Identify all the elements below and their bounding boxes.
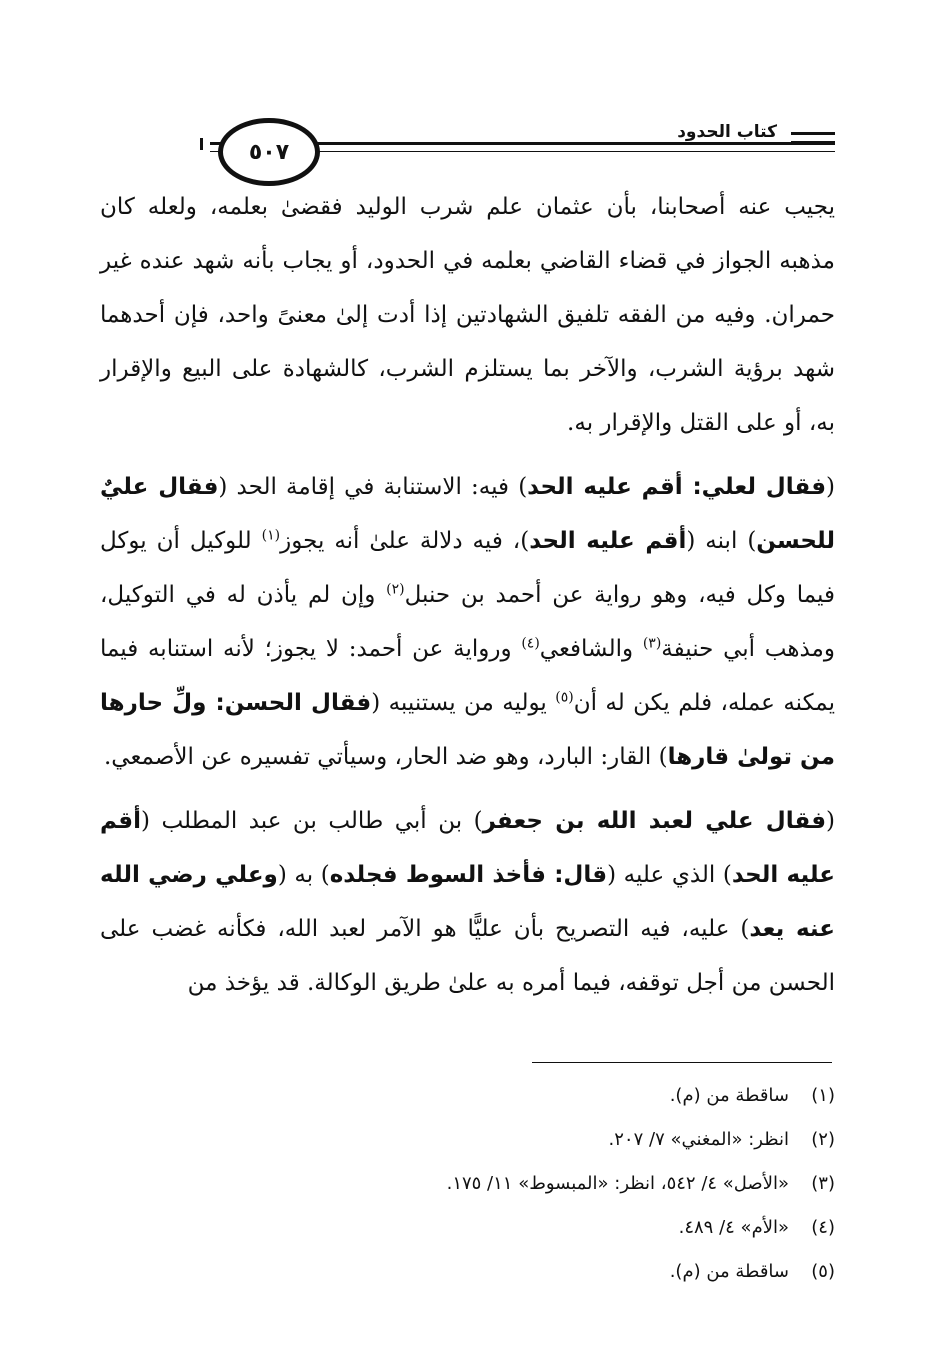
footnote-number: (٢): [811, 1129, 835, 1150]
text-run: يجيب عنه أصحابنا، بأن عثمان علم شرب الوليد فقضىٰ بعلمه، ولعله كان مذهبه الجواز في قضاء القاضي بعلمه في الحدود، أو يجاب بأنه شهد عنده غير حمران. وفيه من الفقه تلفيق الشهادتين إذا أدت إلىٰ معنىً واحد، فإن أحدهما شهد برؤية الشرب، والآخر بما يستلزم الشرب، كالشهادة على البيع والإقرار به، أو على القتل والإقرار به.: [100, 194, 835, 436]
text-run: ) القار: البارد، وهو ضد الحار، وسيأتي تفسيره عن الأصمعي.: [103, 744, 668, 770]
footnote-number: (١): [811, 1085, 835, 1106]
footnote-ref: (٥): [555, 689, 574, 706]
main-text: [100, 180, 835, 1010]
footnote-separator: [532, 1062, 832, 1063]
text-run: يوليه من يستنيبه (: [371, 690, 556, 716]
bold-quote: قال: فأخذ السوط فجلده: [329, 862, 608, 888]
text-run: (: [826, 474, 835, 500]
footnote-number: (٤): [811, 1217, 835, 1238]
footnote-text: ساقطة من (م).: [669, 1261, 789, 1282]
footnote-ref: (٤): [521, 635, 540, 652]
footnote-ref: (٣): [642, 635, 662, 652]
bold-quote: فقال علي لعبد الله بن جعفر: [482, 808, 827, 834]
text-run: ) فيه: الاستنابة في إقامة الحد (: [218, 474, 528, 500]
footnote-text: «الأم» ٤/ ٤٨٩.: [678, 1217, 789, 1238]
text-run: للوكيل أن يوكل فيما وكل فيه، وهو رواية عن أحمد بن حنبل: [100, 528, 835, 608]
page-header: [100, 110, 835, 180]
bold-quote: فقال الحسن: ولِّ حارها من تولىٰ قارها: [100, 690, 835, 770]
text-run: ) بن أبي طالب بن عبد المطلب (: [140, 808, 483, 834]
page-number: ٥٠٧: [218, 118, 320, 186]
footnote-text: انظر: «المغني» ٧/ ٢٠٧.: [608, 1129, 789, 1150]
text-run: ) ابنه (: [686, 528, 757, 554]
paragraph-2: [100, 460, 835, 784]
footnote-text: «الأصل» ٤/ ٥٤٢، انظر: «المبسوط» ١١/ ١٧٥.: [446, 1173, 789, 1194]
footnote-item: [100, 1206, 835, 1250]
running-title: كتاب الحدود: [669, 122, 785, 142]
paragraph-1: [100, 180, 835, 450]
footnote-item: [100, 1074, 835, 1118]
footnote-number: (٣): [811, 1173, 835, 1194]
footnote-text: ساقطة من (م).: [669, 1085, 789, 1106]
bold-quote: أقم عليه الحد: [529, 528, 687, 554]
footnote-ref: (١): [261, 527, 281, 544]
text-run: )، فيه دلالة علىٰ أنه يجوز: [280, 528, 530, 554]
text-run: والشافعي: [539, 636, 643, 662]
text-run: ) الذي عليه (: [607, 862, 732, 888]
paragraph-3: [100, 794, 835, 1010]
text-run: ) به (: [277, 862, 330, 888]
footnote-item: [100, 1118, 835, 1162]
text-run: (: [826, 808, 835, 834]
bold-quote: فقال عليٌ للحسن: [100, 474, 835, 554]
text-run: وإن لم يأذن له في التوكيل، ومذهب أبي حنيفة: [100, 582, 835, 662]
bold-quote: أقم عليه الحد: [100, 808, 835, 888]
text-run: ) عليه، فيه التصريح بأن عليًّا هو الآمر لعبد الله، فكأنه غضب على الحسن من أجل توقفه، فيما أمره به علىٰ طريق الوكالة. قد يؤخذ من: [100, 916, 835, 996]
bold-quote: وعلي رضي الله عنه يعد: [100, 862, 835, 942]
footnote-number: (٥): [811, 1261, 835, 1282]
footnotes: [100, 1074, 835, 1294]
title-dash: [791, 132, 835, 142]
text-run: ورواية عن أحمد: لا يجوز؛ لأنه استنابه فيما يمكنه عمله، فلم يكن له أن: [100, 636, 835, 716]
footnote-item: [100, 1162, 835, 1206]
bold-quote: فقال لعلي: أقم عليه الحد: [527, 474, 827, 500]
footnote-item: [100, 1250, 835, 1294]
footnote-ref: (٢): [386, 581, 405, 598]
